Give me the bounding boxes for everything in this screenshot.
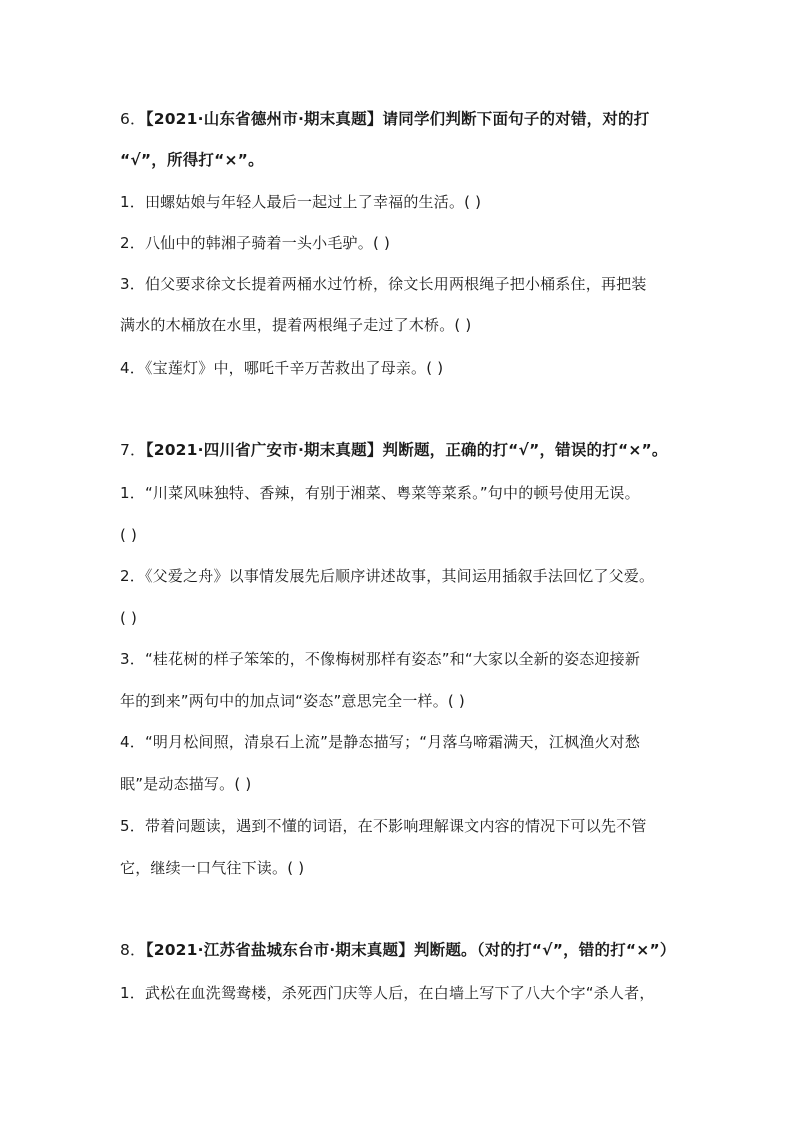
question-8-source: 【2021·江苏省盐城东台市·期末真题】 <box>145 941 414 959</box>
question-7-item-3-line-2: 年的到来”两句中的加点词“姿态”意思完全一样。( ) <box>120 692 465 710</box>
question-6-number: 6． <box>120 110 146 128</box>
question-7-item-3-line-1: 3．“桂花树的样子笨笨的，不像梅树那样有姿态”和“大家以全新的姿态迎接新 <box>120 650 641 668</box>
question-8-title <box>120 940 676 960</box>
question-7-number: 7． <box>120 441 146 459</box>
question-7-item-5-line-1: 5．带着问题读，遇到不懂的词语，在不影响理解课文内容的情况下可以先不管 <box>120 817 647 835</box>
question-6-item-4: 4．《宝莲灯》中，哪吒千辛万苦救出了母亲。( ) <box>120 359 444 377</box>
question-7-item-4-line-1: 4．“明月松间照，清泉石上流”是静态描写；“月落乌啼霜满天，江枫渔火对愁 <box>120 733 641 751</box>
question-6-instruction-line-1: 请同学们判断下面句子的对错，对的打 <box>382 110 650 128</box>
question-8-number: 8． <box>120 941 146 959</box>
question-7-instruction-line-1: 判断题，正确的打“√”，错误的打“×”。 <box>382 441 668 459</box>
question-6-item-3-line-1: 3．伯父要求徐文长提着两桶水过竹桥，徐文长用两根绳子把小桶系住，再把装 <box>120 275 647 293</box>
question-7-item-4-line-2: 眠”是动态描写。( ) <box>120 775 252 793</box>
question-6-title <box>120 109 649 129</box>
question-7-item-5-line-2: 它，继续一口气往下读。( ) <box>120 859 305 877</box>
question-6-source: 【2021·山东省德州市·期末真题】 <box>145 110 383 128</box>
question-8-item-1-line-1: 1．武松在血洗鸳鸯楼，杀死西门庆等人后，在白墙上写下了八大个字“杀人者， <box>120 984 655 1002</box>
question-7-item-1-line-2: ( ) <box>120 526 138 544</box>
question-7-item-2-line-2: ( ) <box>120 609 138 627</box>
question-7-item-1-line-1: 1．“川菜风味独特、香辣，有别于湘菜、粤菜等菜系。”句中的顿号使用无误。 <box>120 484 640 502</box>
question-6-instruction-line-2: “√”，所得打“×”。 <box>120 151 264 169</box>
question-7-item-2-line-1: 2．《父爱之舟》以事情发展先后顺序讲述故事，其间运用插叙手法回忆了父爱。 <box>120 567 655 585</box>
question-6-item-3-line-2: 满水的木桶放在水里，提着两根绳子走过了木桥。( ) <box>120 316 472 334</box>
question-7-title <box>120 440 668 460</box>
question-6-item-1: 1．田螺姑娘与年轻人最后一起过上了幸福的生活。( ) <box>120 193 482 211</box>
question-8-instruction-line-1: 判断题。（对的打“√”，错的打“×”） <box>413 941 676 959</box>
question-6-item-2: 2．八仙中的韩湘子骑着一头小毛驴。( ) <box>120 234 391 252</box>
question-7-source: 【2021·四川省广安市·期末真题】 <box>145 441 383 459</box>
